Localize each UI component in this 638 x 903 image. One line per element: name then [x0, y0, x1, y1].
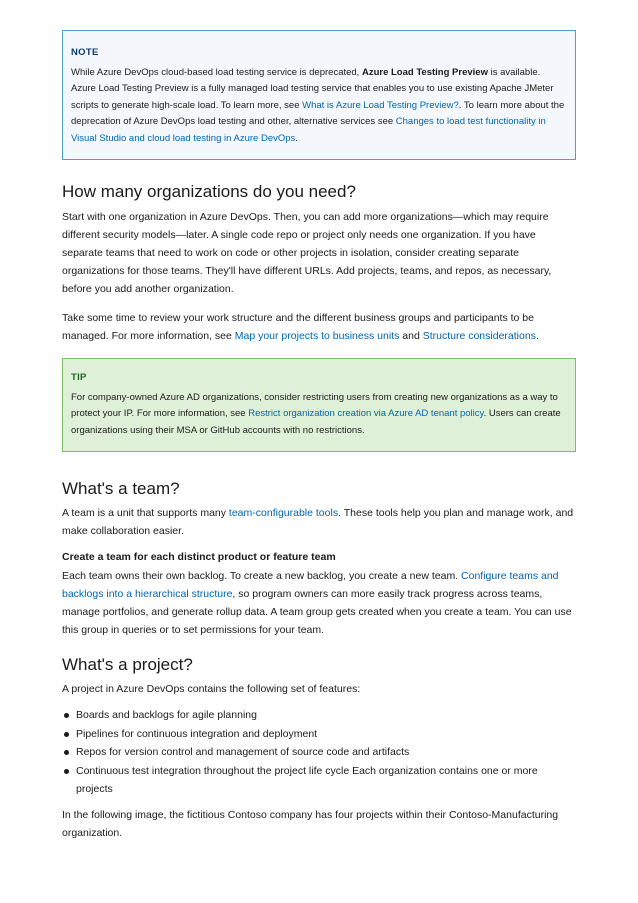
note-body [71, 65, 565, 148]
paragraph-text: Each team owns their own backlog. To create a new backlog, you create a new team. [62, 570, 462, 582]
backlog-paragraph [62, 567, 576, 639]
organizations-paragraph: Start with one organization in Azure DevOps. Then, you can add more organizations—which may require different security models—later. A single code repo or project only needs one organization. If you have separate teams that need to work on code or other projects in isolation, consider creating separate organizations for those teams. They'll have different URLs. Add projects, teams, and repos, as necessary, before you add another organization. [62, 211, 552, 295]
list-item [62, 706, 576, 724]
paragraph-text: , so program owners can more easily track progress across teams, manage portfolios, and generate rollup data. A team group gets created when you create a team. You can use this group in queries or to set permissions for your team. [62, 588, 572, 636]
note-bold-text: Azure Load Testing Preview [361, 66, 488, 78]
project-heading: What's a project? [62, 655, 193, 674]
paragraph-text: A team is a unit that supports many [62, 507, 229, 519]
tip-body [71, 390, 565, 440]
paragraph-text: . [535, 330, 539, 342]
tip-title: TIP [71, 372, 87, 383]
paragraph-text: Take some time to review your work structure and the different business groups and participants to be managed. For more information, see [62, 312, 534, 342]
tip-text: . Users can create organizations using their MSA or GitHub accounts with no restrictions. [71, 408, 561, 436]
work-structure-paragraph [62, 309, 576, 345]
list-item [62, 762, 576, 798]
team-configurable-tools-link[interactable]: team-configurable tools [228, 507, 339, 519]
team-subheading: Create a team for each distinct product or feature team [62, 551, 336, 563]
bullet-icon [64, 769, 69, 774]
list-item-text: Repos for version control and management of source code and artifacts [76, 746, 410, 758]
document-page [62, 30, 576, 842]
tip-callout [62, 358, 576, 452]
note-callout [62, 30, 576, 160]
list-item-text: Boards and backlogs for agile planning [76, 709, 257, 721]
note-text: . [295, 132, 298, 144]
bullet-icon [64, 713, 69, 718]
configure-teams-link[interactable]: Configure teams and backlogs into a hierarchical structure [62, 570, 559, 600]
feature-list [62, 706, 576, 798]
note-text: is available. Azure Load Testing Preview is a fully managed load testing service that enables you to use existing Apache JMeter scripts to generate high-scale load. To learn more, see [71, 66, 554, 111]
structure-considerations-link[interactable]: Structure considerations [422, 330, 536, 342]
paragraph-text: . These tools help you plan and manage work, and make collaboration easier. [62, 507, 574, 537]
organizations-heading: How many organizations do you need? [62, 182, 356, 201]
team-heading: What's a team? [62, 479, 180, 498]
bullet-icon [64, 732, 69, 737]
list-item [62, 725, 576, 743]
image-intro-paragraph: In the following image, the fictitious Contoso company has four projects within their Contoso-Manufacturing organization. [62, 808, 559, 839]
list-item-text: Continuous test integration throughout the project life cycle Each organization contains one or more projects [76, 764, 538, 795]
bullet-icon [64, 750, 69, 755]
note-text: . To learn more about the deprecation of Azure DevOps load testing and other, alternative services see [71, 99, 565, 127]
load-test-changes-link[interactable]: Changes to load test functionality in Visual Studio and cloud load testing in Azure DevOps [71, 116, 546, 144]
tip-text: For company-owned Azure AD organizations, consider restricting users from creating new organizations as a way to protect your IP. For more information, see [71, 391, 558, 419]
map-projects-link[interactable]: Map your projects to business units [234, 330, 400, 342]
paragraph-text: and [399, 330, 423, 342]
azure-load-testing-link[interactable]: What is Azure Load Testing Preview? [302, 99, 459, 111]
project-intro: A project in Azure DevOps contains the following set of features: [62, 683, 361, 695]
note-title: NOTE [71, 47, 99, 58]
team-paragraph [62, 504, 576, 540]
restrict-org-creation-link[interactable]: Restrict organization creation via Azure AD tenant policy [248, 408, 484, 419]
note-text: While Azure DevOps cloud-based load testing service is deprecated, [71, 66, 362, 78]
list-item-text: Pipelines for continuous integration and deployment [76, 727, 318, 740]
list-item [62, 743, 576, 761]
